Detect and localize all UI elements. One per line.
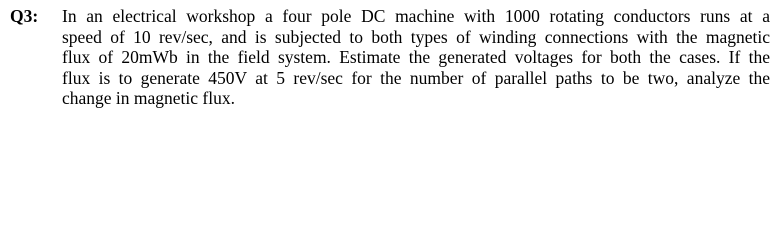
question-line-4: flux is to generate 450V at 5 rev/sec for the number of parallel paths to be two, analyze the	[62, 67, 770, 88]
question-line-3: flux of 20mWb in the field system. Estimate the generated voltages for both the cases. If the	[62, 47, 770, 67]
question-number: Q3:	[10, 6, 39, 26]
question-text	[62, 6, 770, 109]
question-line-2: speed of 10 rev/sec, and is subjected to both types of winding connections with the magnetic	[62, 26, 770, 47]
question-block	[10, 6, 770, 109]
question-line-5: change in magnetic flux.	[62, 88, 235, 108]
question-line-1: In an electrical workshop a four pole DC machine with 1000 rotating conductors runs at a	[62, 6, 770, 26]
